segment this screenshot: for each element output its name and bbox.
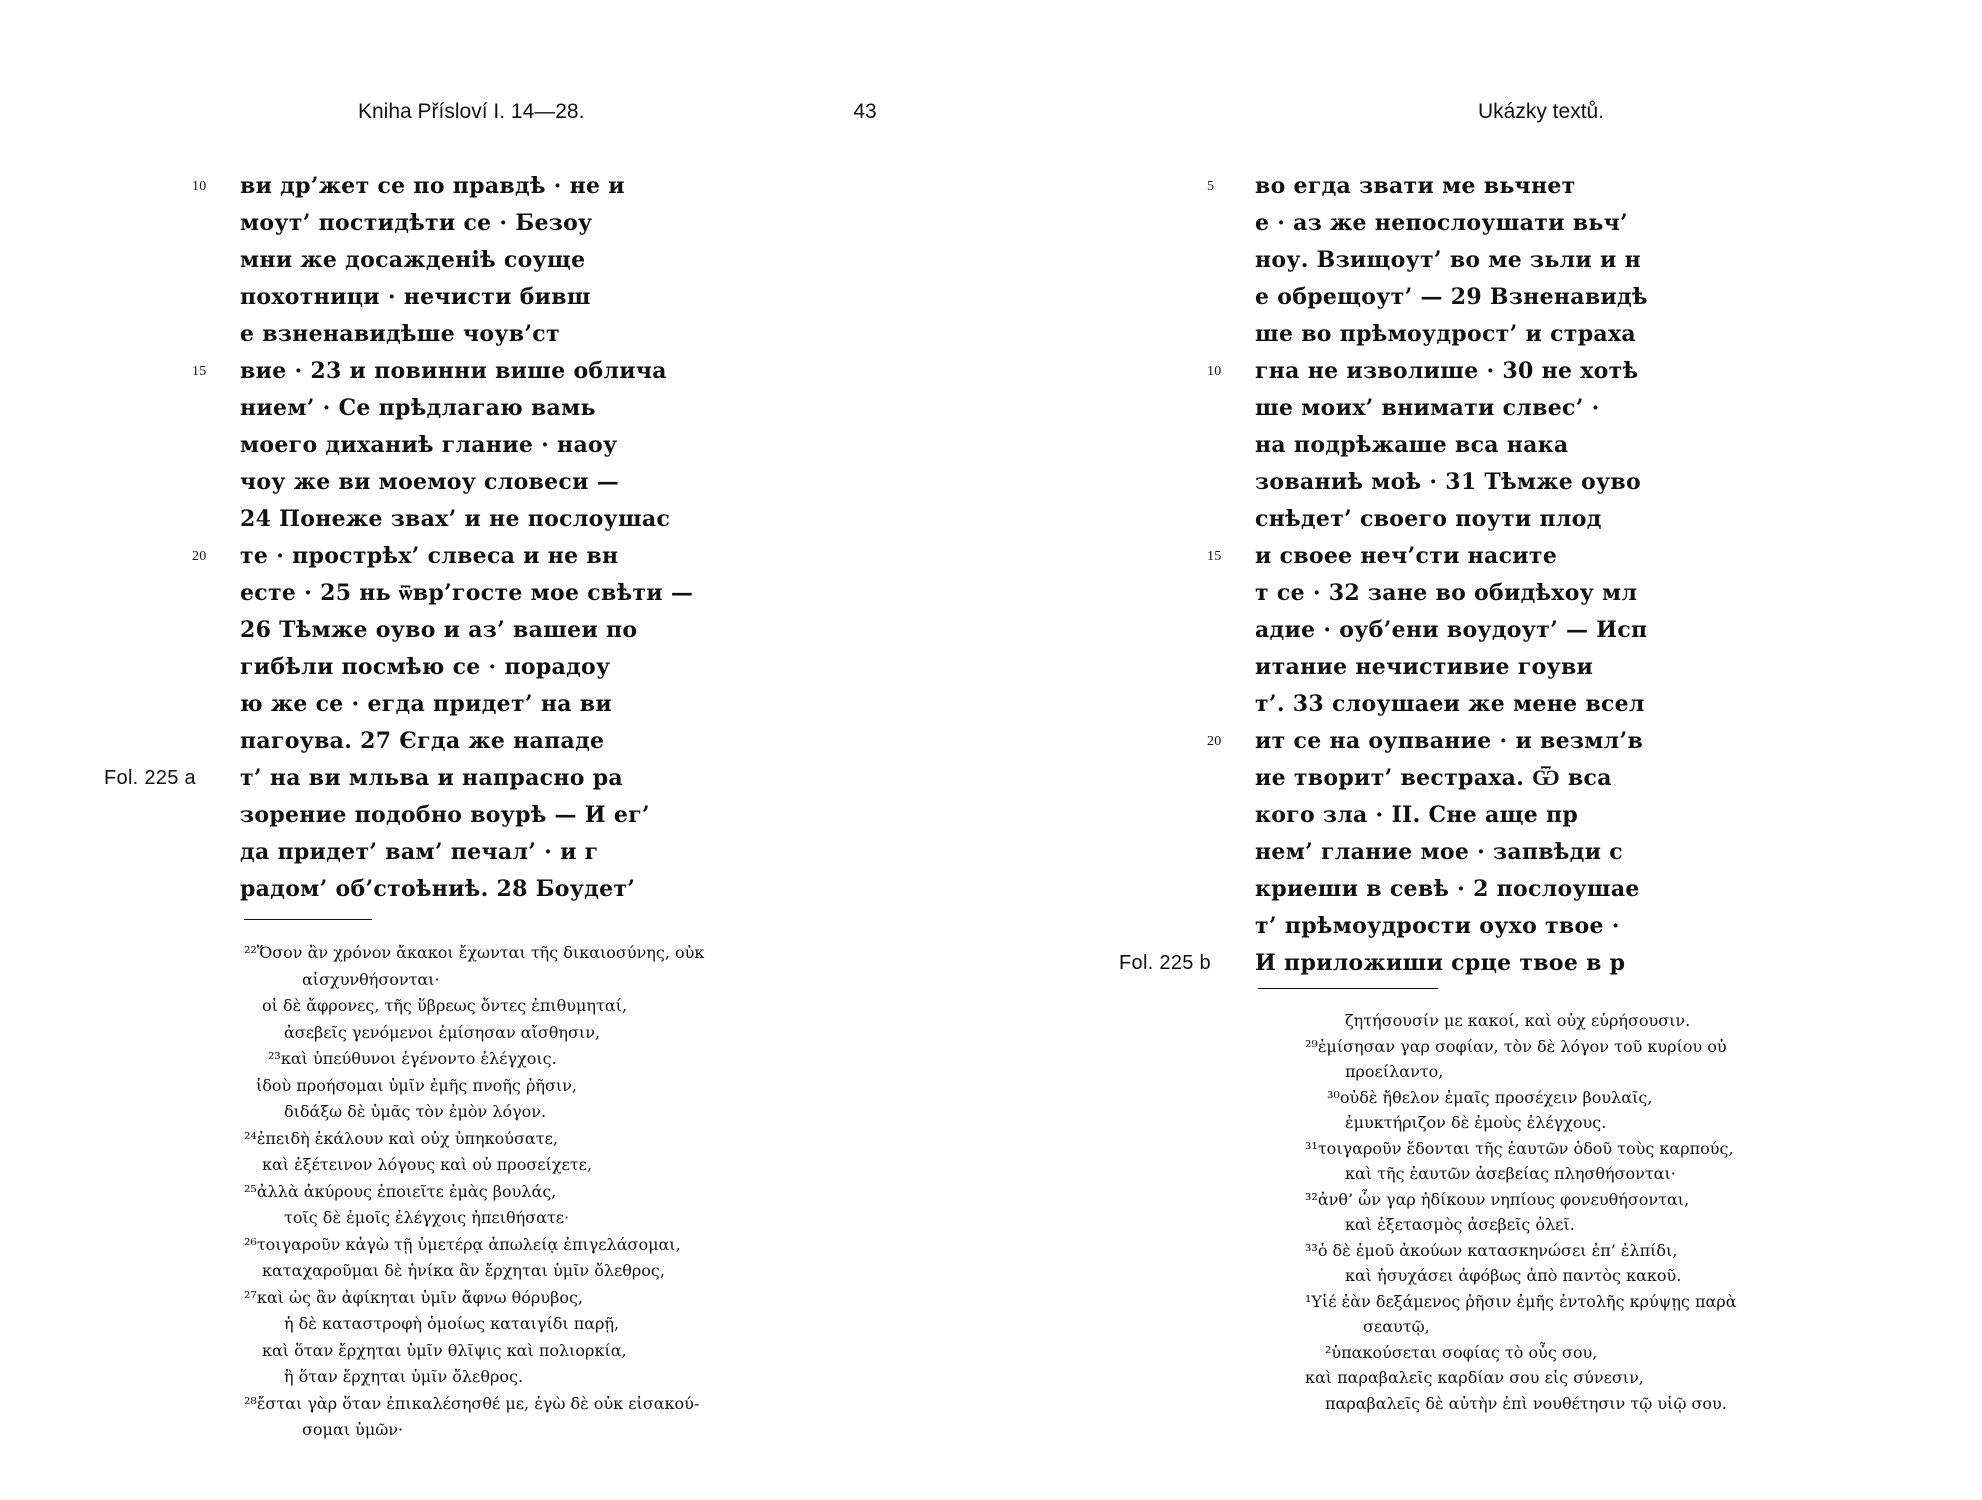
line-text: чоу же ви моемоу словеси — [240, 469, 619, 495]
running-title-left: Kniha Přísloví I. 14—28. [358, 100, 585, 123]
line-text: е взненавидѣше чоув’ст [240, 321, 560, 347]
line-text: кого зла · II. Сне аще пр [1255, 802, 1579, 828]
text-line [240, 427, 700, 464]
text-line [192, 538, 700, 575]
folio-marker: Fol. 225 a [104, 767, 196, 789]
line-text: мни же досажденіѣ соуще [240, 247, 586, 273]
line-text: есте · 25 нь ѿвр’госте мое свѣти — [240, 580, 694, 606]
line-number: 10 [192, 179, 207, 194]
line-text: И приложиши срце твое в р [1255, 950, 1626, 976]
text-line [240, 834, 700, 871]
line-text: итание нечистивие гоуви [1255, 654, 1594, 680]
line-text: нем’ глание мое · запвѣди с [1255, 839, 1623, 865]
text-line [1255, 797, 1735, 834]
line-text: похотници · нечисти бивш [240, 284, 591, 310]
line-text: т’. 33 слоушаеи же мене всел [1255, 691, 1645, 717]
note-line: καὶ παραβαλεῖς καρδίαν σου εἰς σύνεσιν, [1305, 1368, 1644, 1387]
line-text: да придет’ вам’ печал’ · и г [240, 839, 599, 865]
note-line: ²ὑπακούσεται σοφίας τὸ οὖς σου, [1325, 1342, 1598, 1362]
line-text: адие · оуб’ени воудоут’ — Исп [1255, 617, 1648, 643]
note-line: καὶ ἐξέτεινον λόγους καὶ οὐ προσείχετε, [262, 1155, 593, 1174]
line-text: моут’ постидѣти се · Безоу [240, 210, 593, 236]
note-line: παραβαλεῖς δὲ αὐτὴν ἐπὶ νουθέτησιν τῷ υἱῷ σου. [1325, 1393, 1727, 1413]
note-line: ²⁸ἔσται γὰρ ὅταν ἐπικαλέσησθέ με, ἐγὼ δὲ οὐκ εἰσακού- [244, 1393, 700, 1413]
text-line [240, 464, 700, 501]
line-text: 26 Тѣмже оуво и аз’ вашеи по [240, 617, 638, 643]
text-line [240, 686, 700, 723]
line-text: на подрѣжаше вса нака [1255, 432, 1569, 458]
note-line: ¹Υἱέ ἐὰν δεξάμενος ῥῆσιν ἐμῆς ἐντολῆς κρύψῃς παρὰ [1305, 1291, 1737, 1311]
text-line [240, 575, 700, 612]
text-line [1255, 205, 1735, 242]
line-number: 15 [192, 364, 207, 379]
line-number: 20 [1207, 734, 1222, 749]
text-line [1119, 945, 1735, 982]
right-text-column [1119, 168, 1735, 982]
text-line [1255, 834, 1735, 871]
note-line: ζητήσουσίν με κακοί, καὶ οὐχ εὑρήσουσιν. [1345, 1011, 1691, 1030]
text-line [1207, 168, 1735, 205]
line-text: гибѣли посмѣю се · порадоу [240, 654, 611, 680]
page-number: 43 [853, 100, 877, 123]
line-text: радом’ об’стоѣниѣ. 28 Боудет’ [240, 876, 636, 902]
text-line [240, 279, 700, 316]
text-line [240, 205, 700, 242]
text-line [1207, 723, 1735, 760]
line-text: ноу. Взищоут’ во ме зьли и н [1255, 247, 1641, 273]
line-text: т’ прѣмоудрости оухо твое · [1255, 913, 1620, 939]
note-line: καταχαροῦμαι δὲ ἡνίκα ἂν ἔρχηται ὑμῖν ὄλεθρος, [262, 1261, 665, 1280]
line-text: т’ на ви мльва и напрасно ра [240, 765, 623, 791]
text-line [240, 390, 700, 427]
line-number: 5 [1207, 179, 1215, 194]
line-text: ше во прѣмоудрост’ и страха [1255, 321, 1636, 347]
text-line [1255, 501, 1735, 538]
left-text-column [104, 168, 700, 908]
line-text: зованиѣ моѣ · 31 Тѣмже оуво [1255, 469, 1641, 495]
line-text: зорение подобно воурѣ — И ег’ [240, 802, 650, 828]
line-text: те · прострѣх’ слвеса и не вн [240, 543, 619, 569]
text-line [1255, 427, 1735, 464]
line-text: ие творит’ вестраха. Ѿ вса [1255, 765, 1612, 791]
note-line: καὶ ἐξετασμὸς ἀσεβεῖς ὀλεῖ. [1345, 1215, 1575, 1234]
note-line: ³⁰οὐδὲ ἤθελον ἐμαῖς προσέχειν βουλαῖς, [1327, 1087, 1653, 1107]
text-line [1255, 871, 1735, 908]
line-text: нием’ · Се прѣдлагаю вамь [240, 395, 596, 421]
note-line: ἐμυκτήριζον δὲ ἐμοὺς ἐλέγχους. [1345, 1113, 1607, 1132]
note-line: ἢ ὅταν ἔρχηται ὑμῖν ὄλεθρος. [284, 1367, 524, 1386]
note-line: ἀσεβεῖς γενόμενοι ἐμίσησαν αἴσθησιν, [284, 1022, 601, 1042]
line-text: и своее неч’сти насите [1255, 543, 1558, 569]
note-line: ²⁴ἐπειδὴ ἐκάλουν καὶ οὐχ ὑπηκούσατε, [244, 1128, 558, 1148]
text-line [1255, 760, 1735, 797]
text-line [240, 649, 700, 686]
line-text: снѣдет’ своего поути плод [1255, 506, 1602, 532]
text-line [1255, 279, 1735, 316]
left-greek-notes [244, 940, 784, 1444]
text-line [240, 612, 700, 649]
line-text: ви др’жет се по правдѣ · не и [240, 173, 625, 199]
note-line: αἰσχυνθήσονται· [302, 969, 440, 989]
line-text: ит се на оупвание · и везмл’в [1255, 728, 1644, 754]
note-line: ²⁶τοιγαροῦν κἀγὼ τῇ ὑμετέρᾳ ἀπωλείᾳ ἐπιγελάσομαι, [244, 1234, 681, 1254]
line-text: т се · 32 зане во обидѣхоу мл [1255, 580, 1638, 606]
note-line: καὶ ἡσυχάσει ἀφόβως ἀπὸ παντὸς κακοῦ. [1345, 1266, 1682, 1285]
note-line: ³¹τοιγαροῦν ἔδονται τῆς ἑαυτῶν ὁδοῦ τοὺς καρπούς, [1305, 1138, 1734, 1158]
text-line [240, 871, 700, 908]
folio-marker: Fol. 225 b [1119, 952, 1211, 974]
note-line: οἱ δὲ ἄφρονες, τῆς ὕβρεως ὄντες ἐπιθυμηταί, [262, 996, 628, 1015]
text-line [1255, 612, 1735, 649]
text-line [1255, 464, 1735, 501]
note-line: ἰδοὺ προήσομαι ὑμῖν ἐμῆς πνοῆς ῥῆσιν, [256, 1075, 577, 1095]
line-text: моего диханиѣ глание · наоу [240, 432, 618, 458]
text-line [240, 723, 700, 760]
text-line [240, 316, 700, 353]
text-line [1207, 353, 1735, 390]
note-line: ἡ δὲ καταστροφὴ ὁμοίως καταιγίδι παρῇ, [284, 1314, 620, 1333]
note-line: ²⁷καὶ ὡς ἂν ἀφίκηται ὑμῖν ἄφνω θόρυβος, [244, 1287, 583, 1307]
note-line: ²²Ὅσον ἂν χρόνον ἄκακοι ἔχωνται τῆς δικαιοσύνης, οὐκ [244, 943, 705, 962]
line-text: ю же се · егда придет’ на ви [240, 691, 612, 717]
right-footnote-rule [1258, 988, 1438, 989]
line-text: е обрещоут’ — 29 Взненавидѣ [1255, 284, 1648, 310]
note-line: προείλαντο, [1345, 1062, 1444, 1081]
note-line: ²⁹ἐμίσησαν γαρ σοφίαν, τὸν δὲ λόγον τοῦ κυρίου οὐ [1305, 1036, 1727, 1056]
text-line [1255, 575, 1735, 612]
line-text: вие · 23 и повинни више облича [240, 358, 667, 384]
line-text: е · аз же непослоушати вьч’ [1255, 210, 1628, 236]
note-line: σομαι ὑμῶν· [302, 1420, 404, 1439]
text-line [104, 760, 700, 797]
text-line [240, 501, 700, 538]
running-title-right: Ukázky textů. [1478, 100, 1605, 123]
left-footnote-rule [244, 919, 372, 920]
line-text: 24 Понеже звах’ и не послоушас [240, 506, 671, 532]
text-line [240, 797, 700, 834]
note-line: ³³ὁ δὲ ἐμοῦ ἀκούων κατασκηνώσει ἐπ’ ἐλπίδι, [1305, 1240, 1678, 1260]
text-line [240, 242, 700, 279]
text-line [1255, 908, 1735, 945]
note-line: καὶ ὅταν ἔρχηται ὑμῖν θλῖψις καὶ πολιορκία, [262, 1340, 627, 1360]
text-line [1255, 316, 1735, 353]
note-line: ²³καὶ ὑπεύθυνοι ἐγένοντο ἐλέγχοις. [268, 1049, 557, 1068]
text-line [1255, 686, 1735, 723]
line-text: ше моих’ внимати слвес’ · [1255, 395, 1600, 421]
note-line: σεαυτῷ, [1363, 1317, 1430, 1336]
note-line: ³²ἀνθ’ ὧν γαρ ἠδίκουν νηπίους φονευθήσονται, [1305, 1189, 1690, 1209]
text-line [1255, 242, 1735, 279]
line-text: криеши в севѣ · 2 послоушае [1255, 876, 1640, 902]
note-line: καὶ τῆς ἑαυτῶν ἀσεβείας πλησθήσονται· [1345, 1164, 1676, 1183]
text-line [1207, 538, 1735, 575]
note-line: τοῖς δὲ ἐμοῖς ἐλέγχοις ἠπειθήσατε· [284, 1208, 570, 1227]
line-text: гна не изволише · 30 не хотѣ [1255, 358, 1639, 384]
line-text: во егда звати ме вьчнет [1255, 173, 1576, 199]
text-line [1255, 649, 1735, 686]
right-greek-notes [1305, 1008, 1885, 1416]
line-number: 10 [1207, 364, 1222, 379]
note-line: ²⁵ἀλλὰ ἀκύρους ἐποιεῖτε ἐμὰς βουλάς, [244, 1181, 557, 1201]
text-line [192, 168, 700, 205]
line-number: 20 [192, 549, 207, 564]
note-line: διδάξω δὲ ὑμᾶς τὸν ἐμὸν λόγον. [284, 1102, 547, 1121]
line-number: 15 [1207, 549, 1222, 564]
line-text: пагоува. 27 Єгда же нападе [240, 728, 605, 754]
text-line [192, 353, 700, 390]
text-line [1255, 390, 1735, 427]
